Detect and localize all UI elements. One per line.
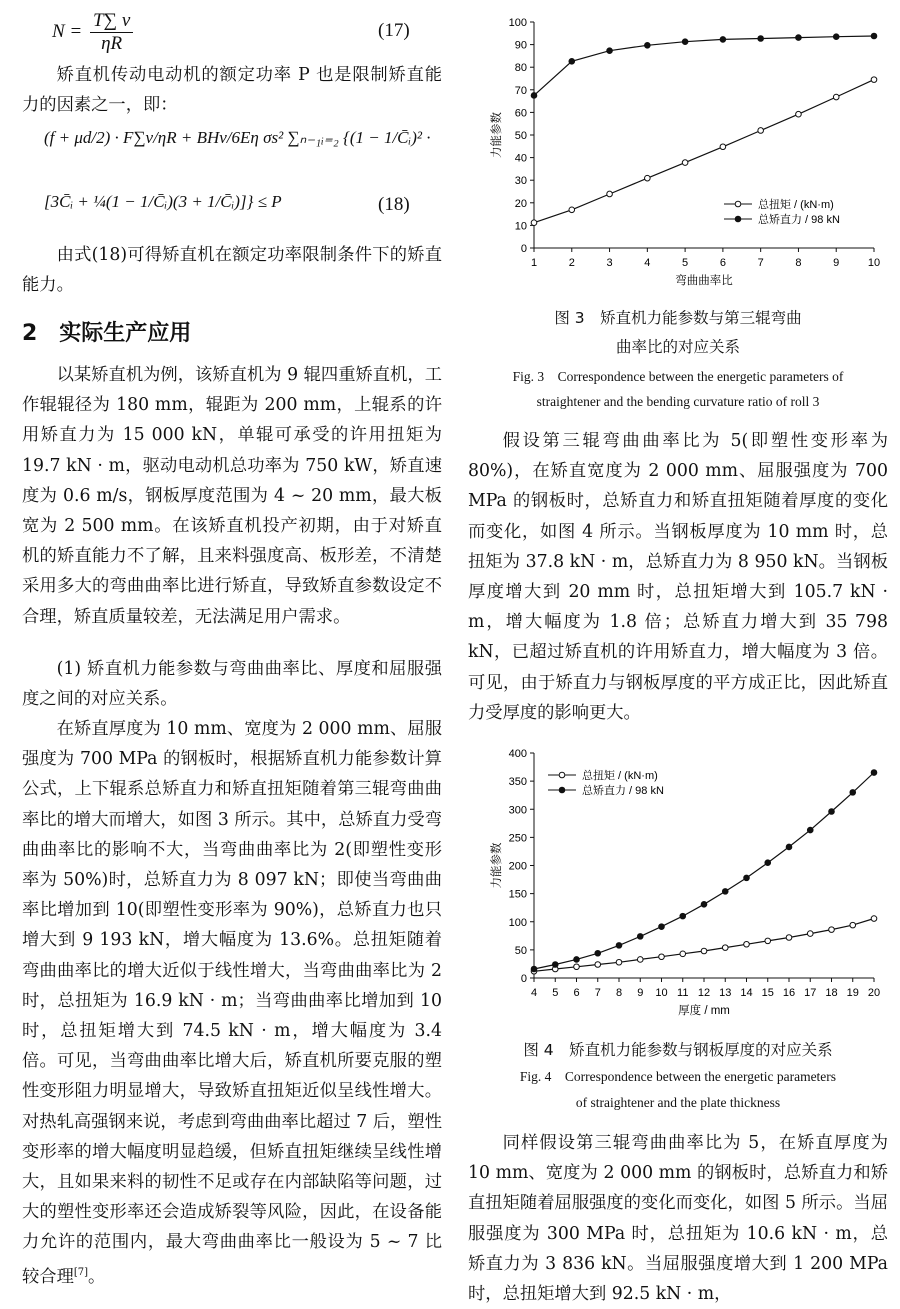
figure-3-caption-en-1: Fig. 3 Correspondence between the energetic parameters of: [512, 369, 844, 384]
y-tick-label: 20: [514, 197, 527, 210]
y-tick-label: 300: [508, 804, 527, 817]
data-point-force: [574, 957, 580, 963]
x-axis-label: 弯曲曲率比: [675, 275, 733, 287]
section-heading: 2 实际生产应用: [22, 321, 192, 346]
data-point-torque: [829, 927, 835, 933]
x-tick-label: 20: [867, 987, 881, 999]
data-point-torque: [637, 957, 643, 963]
legend-label: 总矫直力 / 98 kN: [758, 214, 840, 226]
paragraph-figure-5-discussion: 同样假设第三辊弯曲曲率比为 5，在矫直厚度为 10 mm、宽度为 2 000 mm 的钢板时，总矫直力和矫直扭矩随着屈服强度的变化而变化，如图 5 所示。当屈服强度为 300 MPa 时，总扭矩为 10.6 kN · m，总矫直力为 3 836 kN。当屈服强度增大到 1 200 MPa 时，总扭矩增大到 92.5 kN · m，: [468, 1133, 888, 1305]
data-point-torque: [786, 935, 792, 941]
x-tick-label: 3: [606, 257, 613, 269]
y-tick-label: 0: [520, 243, 527, 255]
eq17-denominator: ηR: [101, 33, 123, 54]
y-tick-label: 30: [514, 175, 527, 188]
figure-3-caption-cn-2: 曲率比的对应关系: [615, 338, 740, 356]
data-point-torque: [531, 220, 537, 226]
legend-marker: [735, 216, 741, 222]
x-tick-label: 9: [833, 257, 840, 269]
data-point-torque: [744, 941, 750, 947]
x-tick-label: 12: [697, 987, 711, 999]
data-point-force: [531, 966, 537, 972]
x-tick-label: 5: [682, 257, 689, 269]
eq17-numerator: T∑ v: [90, 10, 133, 33]
legend-label: 总扭矩 / (kN·m): [582, 770, 658, 782]
data-point-torque: [796, 111, 802, 117]
data-point-force: [720, 37, 726, 43]
data-point-torque: [659, 954, 665, 960]
series-line-force: [534, 36, 874, 95]
y-tick-label: 100: [508, 916, 527, 929]
eq17-number: (17): [378, 20, 410, 41]
y-tick-label: 50: [514, 130, 527, 142]
data-point-torque: [595, 962, 601, 968]
paragraph-figure-4-discussion: 假设第三辊弯曲曲率比为 5(即塑性变形率为 80%)，在矫直宽度为 2 000 mm、屈服强度为 700 MPa 的钢板时，总矫直力和矫直扭矩随着厚度的变化而变化，如图 4 所示。当钢板厚度为 10 mm 时，总扭矩为 37.8 kN · m，总矫直力为 8 950 kN。当钢板厚度增大到 20 mm 时，总扭矩增大到 105.7 kN · m，增大幅度为 1.8 倍；总矫直力增大到 35 798 kN，已超过矫直机的许用矫直力，增大幅度为 3 倍。可见，由于矫直力与钢板厚度的平方成正比，因此矫直力受厚度的影响更大。: [468, 431, 888, 723]
data-point-force: [758, 36, 764, 42]
data-point-force: [701, 902, 707, 908]
data-point-force: [682, 39, 688, 45]
data-point-torque: [850, 922, 856, 928]
data-point-force: [744, 875, 750, 881]
data-point-force: [871, 33, 877, 39]
y-tick-label: 250: [508, 832, 527, 845]
data-point-force: [807, 827, 813, 833]
data-point-torque: [574, 964, 580, 970]
x-tick-label: 14: [740, 987, 753, 999]
data-point-torque: [616, 959, 622, 965]
x-tick-label: 18: [825, 987, 838, 999]
paragraph-figure-3-discussion: [22, 714, 442, 1292]
y-tick-label: 60: [514, 107, 527, 120]
x-tick-label: 4: [644, 257, 651, 269]
figure-4-caption-cn: 图 4 矫直机力能参数与钢板厚度的对应关系: [523, 1041, 833, 1059]
legend-marker: [559, 787, 565, 793]
data-point-torque: [720, 144, 726, 150]
x-tick-label: 2: [568, 257, 575, 269]
data-point-torque: [607, 191, 613, 197]
data-point-torque: [871, 916, 877, 922]
series-line-torque: [534, 919, 874, 972]
legend-marker: [735, 201, 741, 207]
x-tick-label: 6: [573, 987, 580, 999]
data-point-force: [680, 913, 686, 919]
x-tick-label: 10: [655, 987, 668, 999]
data-point-torque: [765, 938, 771, 944]
figure-3-caption-cn-1: 图 3 矫直机力能参数与第三辊弯曲: [554, 309, 802, 327]
x-tick-label: 13: [719, 987, 732, 999]
fig3-discussion-end: 。: [88, 1266, 106, 1287]
data-point-force: [659, 924, 665, 930]
data-point-force: [765, 860, 771, 866]
x-tick-label: 6: [719, 257, 726, 269]
y-tick-label: 150: [508, 888, 527, 901]
equation-17: [52, 10, 136, 55]
figure-3-chart: [478, 6, 893, 292]
y-tick-label: 400: [508, 748, 527, 760]
legend-marker: [559, 772, 565, 778]
data-point-torque: [701, 948, 707, 954]
eq17-fraction: [90, 10, 133, 55]
data-point-torque: [758, 128, 764, 134]
figure-4-caption-en-1: Fig. 4 Correspondence between the energetic parameters: [519, 1069, 837, 1084]
y-tick-label: 0: [520, 973, 527, 985]
data-point-torque: [680, 951, 686, 957]
y-tick-label: 10: [514, 220, 527, 233]
data-point-force: [796, 35, 802, 41]
x-tick-label: 8: [615, 987, 623, 999]
eq17-lhs: N =: [52, 20, 83, 42]
data-point-force: [829, 809, 835, 815]
legend-label: 总矫直力 / 98 kN: [582, 785, 664, 797]
x-tick-label: 15: [761, 987, 774, 999]
x-tick-label: 5: [552, 987, 559, 999]
y-tick-label: 50: [514, 944, 527, 957]
y-tick-label: 40: [514, 152, 527, 165]
x-tick-label: 16: [782, 987, 796, 999]
data-point-torque: [871, 77, 877, 83]
x-tick-label: 17: [804, 987, 817, 999]
x-tick-label: 11: [677, 987, 689, 999]
data-point-force: [569, 59, 575, 65]
reference-7[interactable]: [7]: [73, 1266, 89, 1278]
data-point-force: [722, 889, 728, 895]
y-tick-label: 90: [514, 39, 527, 52]
x-tick-label: 7: [757, 257, 764, 269]
data-point-torque: [645, 175, 651, 181]
y-tick-label: 100: [508, 17, 527, 29]
equation-18-line1: (f + μd/2) · F∑v/ηR + BHv/6Eη σs² ∑ₙ₋₁ᵢ₌₂ {(1 − 1/C̄ᵢ)² ·: [44, 128, 431, 147]
x-tick-label: 8: [795, 257, 802, 269]
data-point-torque: [569, 207, 575, 213]
x-tick-label: 10: [867, 257, 881, 269]
equation-18-line2: [3C̄ᵢ + ¼(1 − 1/C̄ᵢ)(3 + 1/C̄ᵢ)]} ≤ P: [44, 192, 282, 211]
data-point-torque: [807, 931, 813, 937]
data-point-force: [871, 770, 877, 776]
data-point-torque: [682, 160, 688, 166]
y-tick-label: 200: [508, 860, 527, 873]
data-point-force: [552, 962, 558, 968]
paragraph-example: 以某矫直机为例，该矫直机为 9 辊四重矫直机，工作辊辊径为 180 mm，辊距为 200 mm，上辊系的许用矫直力为 15 000 kN，单辊可承受的许用扭矩为 19.7 kN · m，驱动电动机总功率为 750 kW，矫直速度为 0.6 m/s，钢板厚度范围为 4 ~ 20 mm，最大板宽为 2 500 mm。在该矫直机投产初期，由于对矫直机的矫直能力不了解，且来料强度高、板形差，不清楚采用多大的弯曲曲率比进行矫直，导致矫直参数设定不合理，矫直质量较差，无法满足用户需求。: [22, 365, 442, 627]
data-point-force: [786, 844, 792, 850]
x-tick-label: 19: [846, 987, 859, 999]
data-point-torque: [722, 945, 728, 951]
data-point-force: [637, 934, 643, 940]
x-tick-label: 4: [530, 987, 538, 999]
data-point-force: [833, 34, 839, 40]
figure-4-caption-en-2: of straightener and the plate thickness: [575, 1095, 781, 1110]
figure-3-caption-en-2: straightener and the bending curvature ratio of roll 3: [536, 394, 820, 409]
y-axis-label: 力能参数: [491, 112, 503, 158]
data-point-force: [531, 93, 537, 99]
data-point-force: [616, 943, 622, 949]
x-tick-label: 1: [530, 257, 538, 269]
figure-4-chart: [478, 745, 893, 1020]
x-axis-label: 厚度 / mm: [678, 1005, 730, 1017]
paragraph-item-1: (1) 矫直机力能参数与弯曲曲率比、厚度和屈服强度之间的对应关系。: [22, 659, 442, 710]
paragraph-rated-power: 矫直机传动电动机的额定功率 P 也是限制矫直能力的因素之一，即：: [22, 65, 442, 116]
paragraph-eq18: 由式(18)可得矫直机在额定功率限制条件下的矫直能力。: [22, 245, 442, 296]
y-axis-label: 力能参数: [491, 842, 503, 889]
series-line-force: [534, 773, 874, 970]
data-point-force: [607, 48, 613, 54]
x-tick-label: 7: [594, 987, 601, 999]
data-point-force: [850, 790, 856, 796]
fig3-discussion-text: 在矫直厚度为 10 mm、宽度为 2 000 mm、屈服强度为 700 MPa 的钢板时，根据矫直机力能参数计算公式，上下辊系总矫直力和矫直扭矩随着第三辊弯曲曲率比的增大而增大，如图 3 所示。其中，总矫直力受弯曲曲率比的影响不大，当弯曲曲率比为 2(即塑性变形率为 50%)时，总矫直力为 8 097 kN；即使当弯曲曲率比增加到 10(即塑性变形率为 90%)，总矫直力也只增大到 9 193 kN，增大幅度为 13.6%。总扭矩随着弯曲曲率比的增大近似于线性增大，当弯曲曲率比为 2 时，总扭矩为 16.9 kN · m；当弯曲曲率比增加到 10 时，总扭矩增大到 74.5 kN · m，增大幅度为 3.4 倍。可见，当弯曲曲率比增大后，矫直机所要克服的塑性变形阻力明显增大，导致矫直扭矩近似呈线性增大。对热轧高强钢来说，考虑到弯曲曲率比超过 7 后，塑性变形率的增大幅度明显趋缓，但矫直扭矩继续呈线性增大，且如果来料的韧性不足或存在内部缺陷等问题，过大的塑性变形率还会造成矫裂等风险，因此，在设备能力允许的范围内，最大弯曲曲率比一般设为 5 ~ 7 比较合理: [22, 719, 442, 1287]
y-tick-label: 80: [514, 62, 527, 75]
y-tick-label: 350: [508, 776, 527, 789]
eq18-number: (18): [378, 194, 410, 215]
legend-label: 总扭矩 / (kN·m): [758, 199, 834, 211]
data-point-force: [645, 42, 651, 48]
y-tick-label: 70: [514, 84, 527, 97]
x-tick-label: 9: [637, 987, 644, 999]
data-point-force: [595, 950, 601, 956]
data-point-torque: [833, 94, 839, 100]
